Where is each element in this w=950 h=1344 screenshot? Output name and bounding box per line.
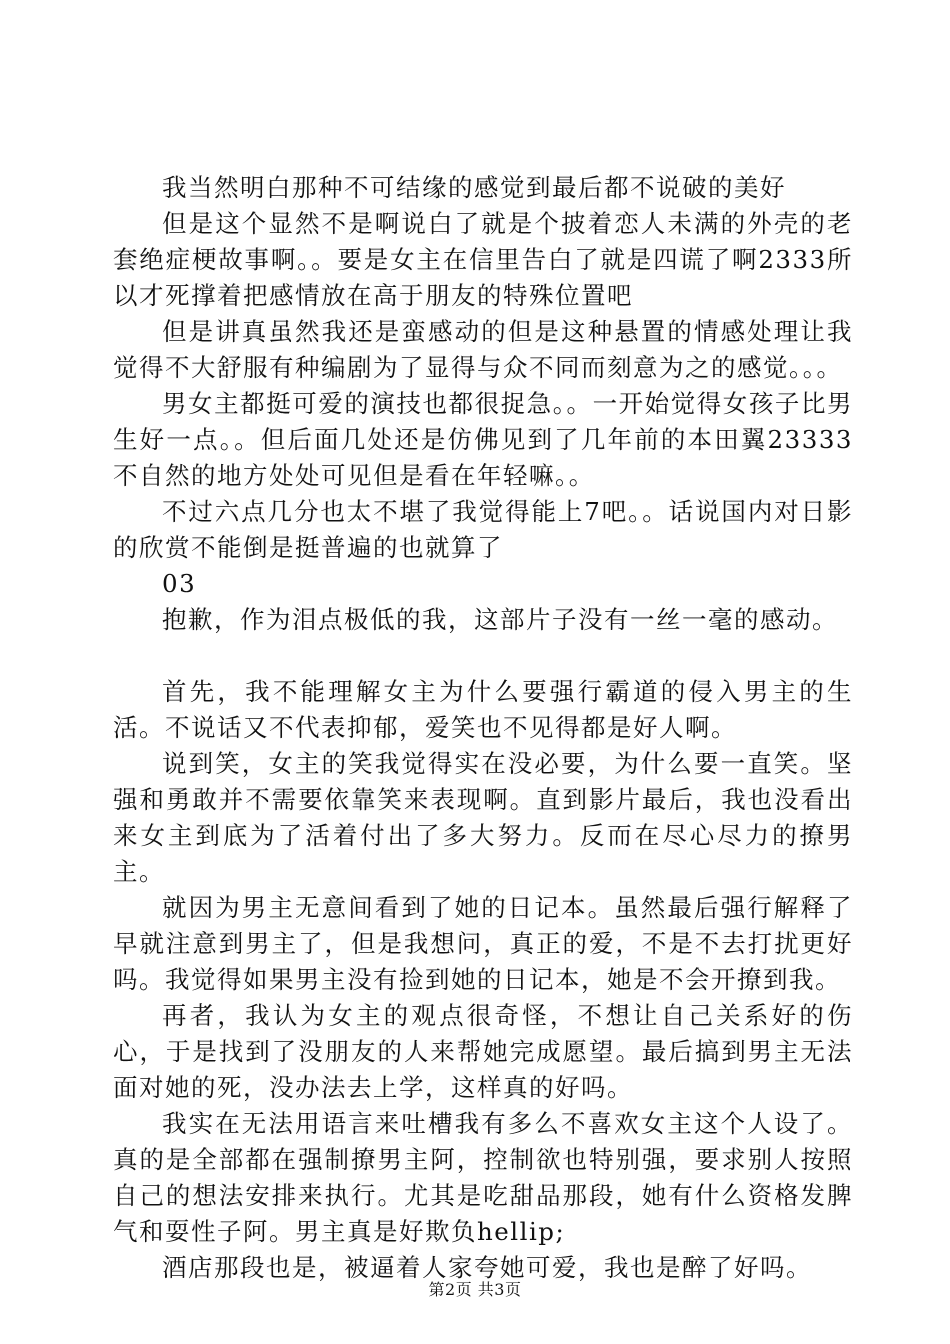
paragraph: 但是讲真虽然我还是蛮感动的但是这种悬置的情感处理让我觉得不大舒服有种编剧为了显得与众不同而刻意为之的感觉。。。 <box>113 317 853 382</box>
paragraph: 酒店那段也是，被逼着人家夸她可爱，我也是醉了好吗。 <box>162 1253 812 1282</box>
paragraph: 我当然明白那种不可结缘的感觉到最后都不说破的美好 <box>162 173 786 202</box>
blank-line <box>113 638 853 674</box>
paragraph: 就因为男主无意间看到了她的日记本。虽然最后强行解释了早就注意到男主了，但是我想问，真正的爱，不是不去打扰更好吗。我觉得如果男主没有捡到她的日记本，她是不会开撩到我。 <box>113 893 853 994</box>
paragraph: 男女主都挺可爱的演技也都很捉急。。一开始觉得女孩子比男生好一点。。但后面几处还是仿佛见到了几年前的本田翼23333不自然的地方处处可见但是看在年轻嘛。。 <box>113 389 853 490</box>
paragraph: 我实在无法用语言来吐槽我有多么不喜欢女主这个人设了。真的是全部都在强制撩男主阿，控制欲也特别强，要求别人按照自己的想法安排来执行。尤其是吃甜品那段，她有什么资格发脾气和耍性子阿。男主真是好欺负hellip; <box>113 1109 853 1246</box>
paragraph: 首先，我不能理解女主为什么要强行霸道的侵入男主的生活。不说话又不代表抑郁，爱笑也不见得都是好人啊。 <box>113 677 853 742</box>
paragraph: 不过六点几分也太不堪了我觉得能上7吧。。话说国内对日影的欣赏不能倒是挺普遍的也就算了 <box>113 497 853 562</box>
document-body <box>113 170 853 1286</box>
section-number: 03 <box>162 569 197 598</box>
paragraph: 再者，我认为女主的观点很奇怪，不想让自己关系好的伤心，于是找到了没朋友的人来帮她完成愿望。最后搞到男主无法面对她的死，没办法去上学，这样真的好吗。 <box>113 1001 853 1102</box>
page-number-footer: 第2页 共3页 <box>428 1280 522 1299</box>
paragraph: 但是这个显然不是啊说白了就是个披着恋人未满的外壳的老套绝症梗故事啊。。要是女主在信里告白了就是四谎了啊2333所以才死撑着把感情放在高于朋友的特殊位置吧 <box>113 209 853 310</box>
paragraph: 说到笑，女主的笑我觉得实在没必要，为什么要一直笑。坚强和勇敢并不需要依靠笑来表现啊。直到影片最后，我也没看出来女主到底为了活着付出了多大努力。反而在尽心尽力的撩男主。 <box>113 749 853 886</box>
paragraph: 抱歉，作为泪点极低的我，这部片子没有一丝一毫的感动。 <box>162 605 838 634</box>
